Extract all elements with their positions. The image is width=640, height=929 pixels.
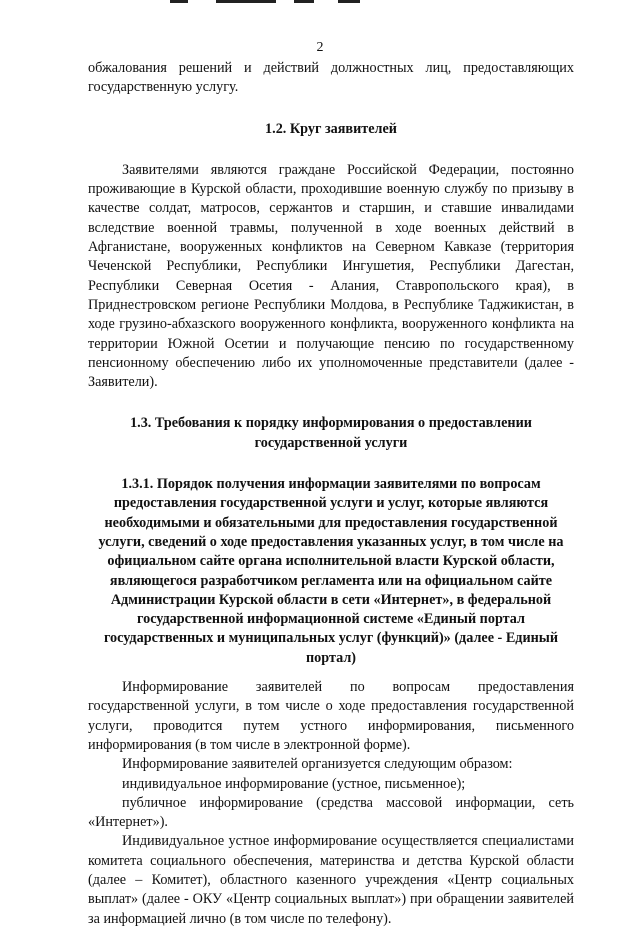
opening-paragraph: обжалования решений и действий должностных лиц, предоставляющих государственную услугу. <box>88 60 574 96</box>
applicants-paragraph: Заявителями являются граждане Российской Федерации, постоянно проживающие в Курской области, проходившие военную службу по призыву в качестве солдат, матросов, сержантов и старшин, и ставшие инвалидами вследствие военной травмы, полученной в ходе военных действий в Афганистане, вооруженных конфликтов на Северном Кавказе (территория Чеченской Республики, Республики Ингушетия, Республики Дагестан, Республики Северная Осетия - Алания, Ставропольского края), в Приднестровском регионе Республики Молдова, в Республике Таджикистан, в ходе грузино-абхазского вооруженного конфликта, вооруженного конфликта на территории Южной Осетии и получающие пенсию по государственному пенсионному обеспечению либо их уполномоченные представители (далее - Заявители). <box>88 161 574 391</box>
info-paragraph-5: Индивидуальное устное информирование осуществляется специалистами комитета социального обеспечения, материнства и детства Курской области (далее – Комитет), областного казенного учреждения «Центр социальных выплат» (далее - ОКУ «Центр социальных выплат») при обращении заявителей за информацией лично (в том числе по телефону). <box>88 833 574 927</box>
info-paragraph-2: Информирование заявителей организуется следующим образом: <box>122 756 513 773</box>
section-1-3-1-heading: 1.3.1. Порядок получения информации заявителями по вопросам предоставления государственной услуги и услуг, которые являются необходимыми и обязательными для предоставления государственной услуги, сведений о ходе предоставления указанных услуг, в том числе на официальном сайте органа исполнительной власти Курской области, являющегося разработчиком регламента или на официальном сайте Администрации Курской области в сети «Интернет», в федеральной государственной информационной системе «Единый портал государственных и муниципальных услуг (функций)» (далее - Единый портал) <box>98 476 564 666</box>
section-1-3-heading-line2: государственной услуги <box>254 434 408 451</box>
info-paragraph-3: индивидуальное информирование (устное, письменное); <box>122 775 466 792</box>
section-1-3-heading-line1: 1.3. Требования к порядку информирования о предоставлении <box>130 415 532 432</box>
document-body <box>88 59 574 929</box>
page-number: 2 <box>316 40 324 55</box>
info-paragraph-1: Информирование заявителей по вопросам предоставления государственной услуги, в том числе о ходе предоставления государственной услуги, проводится путем устного информирования, письменного информирования (в том числе в электронной форме). <box>88 679 574 753</box>
info-paragraph-4: публичное информирование (средства массовой информации, сеть «Интернет»). <box>88 794 574 831</box>
section-1-2-heading: 1.2. Круг заявителей <box>265 120 397 137</box>
section-1-3-heading <box>88 414 574 453</box>
